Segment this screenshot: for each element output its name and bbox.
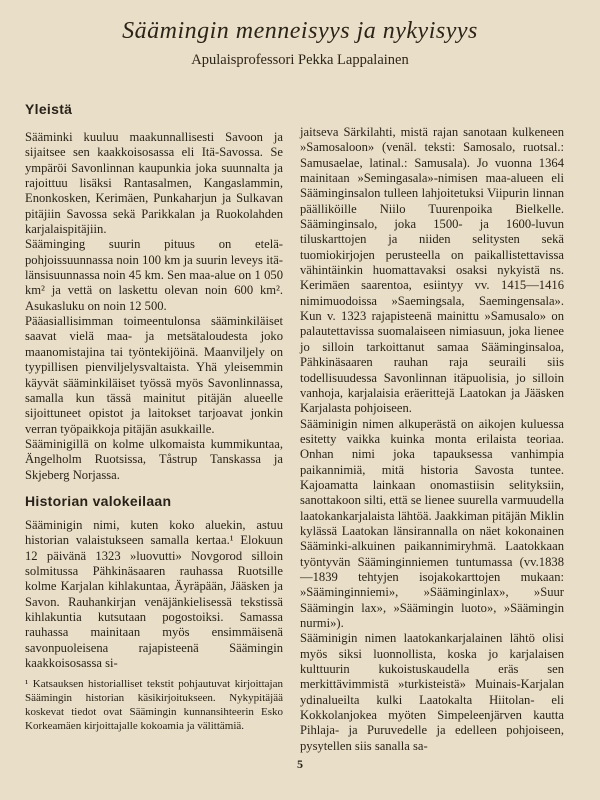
article-author: Apulaisprofessori Pekka Lappalainen [191, 52, 409, 68]
paragraph: jaitseva Särkilahti, mistä rajan sanotaan kulkeneen »Samosaloon» (venäl. teksti: Samosalo, ruotsal.: Samusaelae, latinal.: Samusala). Jo vuonna 1364 mainitaan »Semingasala»-nimisen maa-alueen eli Sääminginsalon tulleen lahjoitetuksi Viipurin linnan päälliköille Niilo Tuurenpoika Bielkelle. Sääminginsalo, joka 1500- ja 1600-luvun tiluskarttojen ja niiden selitysten sekä tuomiokirjojen perusteella on paikallistettavissa vähintäinkin huomattavaksi osaksi nykyistä ns. Kerimäen saarentoa, esiintyy vv. 1415—1416 nimimuodoissa »Saemingsala, Saemingensala». Kun v. 1323 rajapisteenä mainittu »Samusalo» on palautettavissa suomalaiseen nimiasuun, joka lienee jo silloin tarkoittanut samaa Sääminginsaloa, Pähkinäsaaren rauhan raja seuraili siis todellisuudessa Savonlinnan itäpuolisia, jo silloin vanhoja, karjalaisia eräerittejä Laatokan ja Jääsken Karjalasta pohjoiseen. [300, 125, 564, 416]
paragraph: Sääminging suurin pituus on etelä-pohjoissuunnassa noin 100 km ja suurin leveys itä-länsisuunnassa noin 45 km. Sen maa-alue on 1 050 km² ja vettä on laskettu olevan noin 600 km². Asukasluku on noin 12 500. [25, 237, 283, 313]
paragraph: Sääminigin nimen laatokankarjalainen lähtö olisi myös siksi luonnollista, koska jo karjalaisen kulttuurin kukoistuskaudella eräs sen merkittävimmistä »turkisteistä» Muinais-Karjalan ydinalueilta kulki Laatokalta Hiitolan- eli Kokkolanjokea myöten Simpeleenjärven kautta Pihlaja- ja Puruvedelle ja edelleen pohjoiseen, pysytellen siis sanalla sa- [300, 631, 564, 753]
footnote: ¹ Katsauksen historialliset tekstit pohjautuvat kirjoittajan Säämingin historian käsikirjoitukseen. Nykypitäjää koskevat tiedot ovat Säämingin kunnansihteerin Esko Korkeamäen kirjoittajalle kokoamia ja välittämiä. [25, 678, 283, 733]
paragraph: Pääasiallisimman toimeentulonsa sääminkiläiset saavat vielä maa- ja metsätaloudesta joko maanomistajina tai työntekijöinä. Maanviljely on tyypillisen pienviljelysvaltaista. Yhä yleisemmin käyvät sääminkiläiset työssä myös Savonlinnassa, samalla kun tässä mainitut pitäjän alueelle sijoittuneet opistot ja laitokset tarjoavat jonkin verran työpaikkoja pitäjän asukkaille. [25, 314, 283, 436]
article-title: Säämingin menneisyys ja nykyisyys [122, 18, 478, 44]
section-heading-historian-valokeilaan: Historian valokeilaan [25, 492, 172, 509]
paragraph: Sääminigin nimi, kuten koko aluekin, astuu historian valaistukseen samalla kertaa.¹ Elokuun 12 päivänä 1323 »luovutti» Novgorod silloin solmitussa Pähkinäsaaren rauhassa Ruotsille kolme Karjalan kihlakuntaa, Äyräpään, Jääsken ja Savon. Rauhankirjan venäjänkielisessä tekstissä kihlakuntia kutsutaan pogostoiksi. Samassa rauhassa mainitaan myös ensimmäisenä savonpuoleisena rajapisteenä Säämingin kaakkoisosassa si- [25, 517, 283, 670]
paragraph: Sääminki kuuluu maakunnallisesti Savoon ja sijaitsee sen kaakkoisosassa eli Itä-Savossa. Se ympäröi Savonlinnan kaupunkia joka suunnalta ja rajoittuu lisäksi Rantasalmen, Kangaslammin, Enonkosken, Kerimäen, Punkaharjun ja Sulkavan pitäjiin Savossa sekä Parikkalan ja Ruokolahden karjalaispitäjiin. [25, 130, 283, 237]
paragraph: Sääminigillä on kolme ulkomaista kummikuntaa, Ängelholm Ruotsissa, Tåstrup Tanskassa ja Skjeberg Norjassa. [25, 436, 283, 482]
paragraph: Sääminigin nimen alkuperästä on aikojen kuluessa esitetty vaikka kuinka monta erilaista teoriaa. Onhan nimi joka tapauksessa vanhimpia paikannimiä, mitä historia Savosta tuntee. Kajoamatta lainkaan onomastiisin selityksiin, sanottakoon silti, että se lienee suurella varmuudella laatokankarjalaista lähtöä. Jaakkiman pitäjän Miklin kylässä Laatokan länsirannalla on näet kokonainen Sääminki-alkuinen paikannimiryhmä. Laatokkaan työntyvän Sääminginniemen tuntumassa (vv.1838—1839 tehtyjen isojakokarttojen mukaan: »Sääminginniemi», »Sääminginlax», »Suur Säämingin lax», »Säämingin luoto», »Säämingin nurmi»). [300, 416, 564, 630]
left-column [25, 100, 283, 733]
right-column [300, 125, 564, 754]
section-heading-yleista: Yleistä [25, 101, 73, 117]
page-number: 5 [297, 757, 303, 771]
